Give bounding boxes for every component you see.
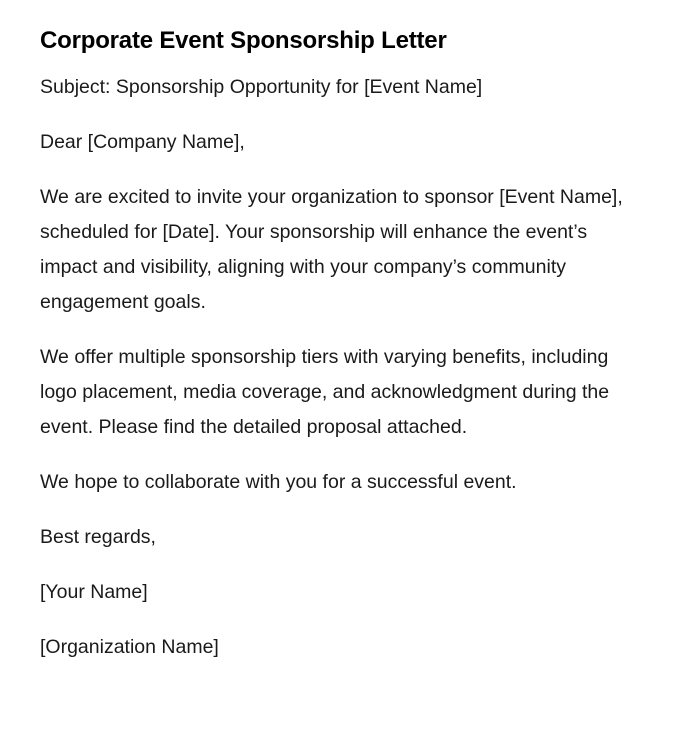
letter-title: Corporate Event Sponsorship Letter <box>40 27 447 54</box>
signer-organization: [Organization Name] <box>40 636 219 658</box>
body-paragraph-tiers: We offer multiple sponsorship tiers with varying benefits, including logo placement, media coverage, and acknowledgment during the event. Please find the detailed proposal attached. <box>40 346 610 438</box>
salutation: Dear [Company Name], <box>40 131 245 153</box>
body-paragraph-collaboration: We hope to collaborate with you for a successful event. <box>40 471 517 493</box>
closing: Best regards, <box>40 526 156 548</box>
subject-line: Subject: Sponsorship Opportunity for [Event Name] <box>40 76 483 98</box>
signer-name: [Your Name] <box>40 581 148 603</box>
letter-document <box>40 24 640 685</box>
body-paragraph-invitation: We are excited to invite your organization to sponsor [Event Name], scheduled for [Date]. Your sponsorship will enhance the event’s impact and visibility, aligning with your company’s community engagement goals. <box>40 186 623 313</box>
